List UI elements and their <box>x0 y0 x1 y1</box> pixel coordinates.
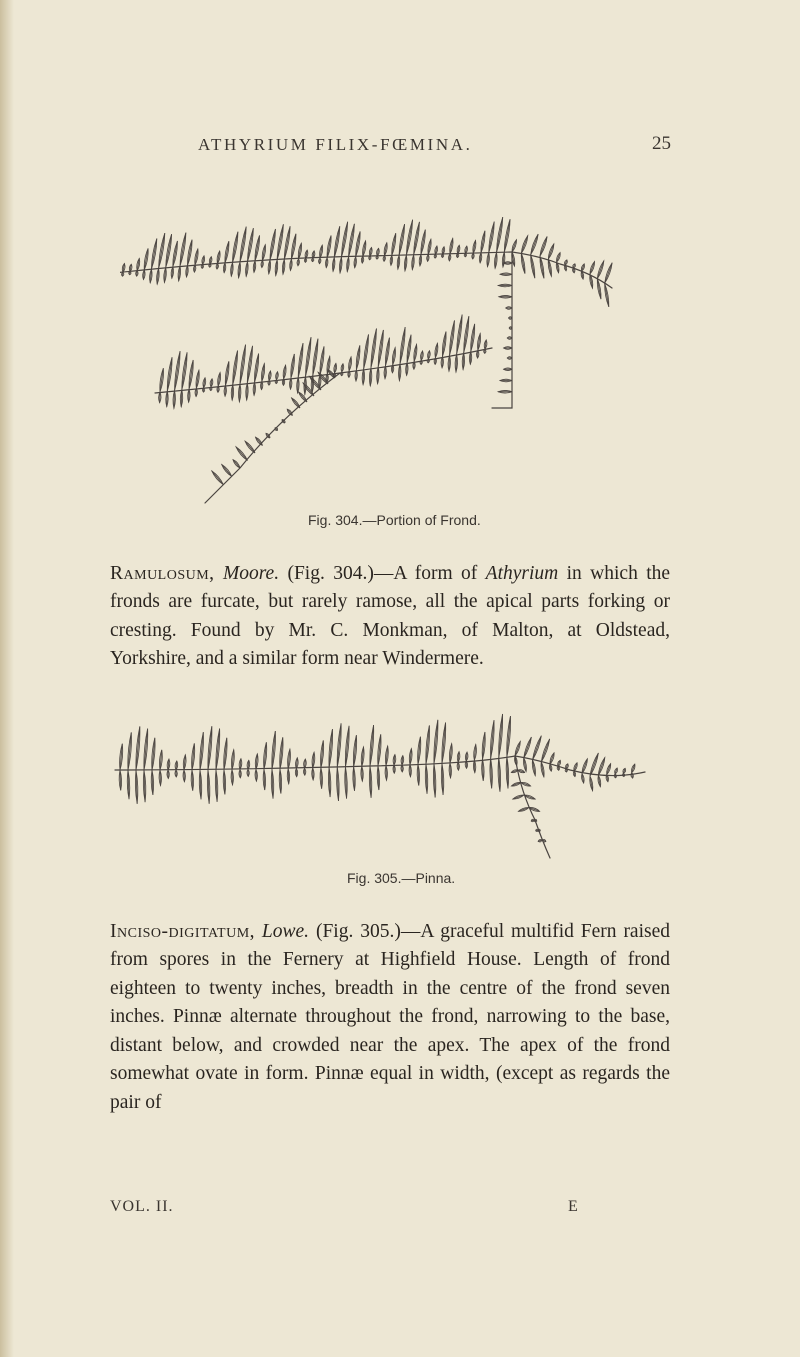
frond-pinnule-vein <box>449 355 450 371</box>
pinna-segment-vein <box>533 736 542 760</box>
variety-author: Lowe. <box>261 920 310 942</box>
variety-name: Inciso-digitatum, <box>110 920 256 942</box>
crest-pinnule-vein <box>605 263 612 284</box>
pinna-segment-vein <box>288 769 289 784</box>
frond-pinnule-vein <box>292 398 300 408</box>
paragraph-text: (Fig. 305.)—A graceful multifid Fern raised from spores in the Fernery at Highfield House. Length of frond eighteen to twenty inches, breadth in the centre of the frond seven inches. Pinnæ alternate throughout the frond, narrowing to the base, distant below, and crowded near the apex. The apex of the frond somewhat ovate in form. Pinnæ equal in width, (except as regards the pair of <box>110 920 670 1114</box>
frond-pinnule-vein <box>457 315 463 355</box>
frond-pinnule-vein <box>341 222 347 257</box>
figure-304-frond-engraving <box>120 168 620 508</box>
frond-pinnule-vein <box>406 220 412 255</box>
frond-pinnule-vein <box>473 253 474 259</box>
frond-pinnule-vein <box>284 226 290 259</box>
crest-pinnule-vein <box>540 236 547 256</box>
pinna-segment-vein <box>386 765 387 780</box>
running-head <box>0 135 800 159</box>
frond-pinnule-vein <box>236 447 248 461</box>
pinna-segment-vein <box>582 759 587 774</box>
crest-pinnule-vein <box>531 234 538 255</box>
frond-pinnule-vein <box>159 233 165 268</box>
frond-pinnule-vein <box>400 327 405 364</box>
frond-pinnule-vein <box>414 222 420 255</box>
frond-pinnule-vein <box>313 339 318 376</box>
frond-pinnule-vein <box>349 224 355 257</box>
frond-pinnule-vein <box>182 352 187 389</box>
frond-pinnule-vein <box>399 224 404 255</box>
frond-pinnule-vein <box>180 233 186 266</box>
frond-pinnule-vein <box>450 320 455 355</box>
frond-pinnule-vein <box>319 258 320 264</box>
frond-pinnule-vein <box>305 337 311 376</box>
frond-pinnule-vein <box>167 391 168 406</box>
frond-pinnule-vein <box>233 232 238 263</box>
frond-pinnule-vein <box>248 228 254 261</box>
crest-pinnule-vein <box>548 244 554 259</box>
genus-name: Athyrium <box>485 562 559 584</box>
frond-pinnule-vein <box>378 330 383 367</box>
frond-pinnule-vein <box>371 329 377 368</box>
frond-pinnule-vein <box>212 471 224 485</box>
frond-pinnule-vein <box>489 222 494 253</box>
paragraph-inciso-digitatum <box>110 918 670 1118</box>
frond-pinnule-vein <box>277 224 283 259</box>
frond-pinnule-vein <box>504 219 510 252</box>
crest-pinnule-vein <box>521 236 527 254</box>
pinna-segment-vein <box>362 766 363 781</box>
frond-pinnule-vein <box>298 377 299 393</box>
volume-mark: VOL. II. <box>110 1198 174 1215</box>
frond-pinnule-vein <box>255 437 262 445</box>
binding-shadow <box>0 0 14 1357</box>
figure-304-caption: Fig. 304.—Portion of Frond. <box>308 512 481 528</box>
frond-pinnule-vein <box>270 229 275 260</box>
frond-pinnule-vein <box>240 345 246 384</box>
pinna-segment-vein <box>590 753 598 776</box>
frond-pinnule-vein <box>334 226 339 257</box>
pinna-segment-vein <box>524 737 532 758</box>
frond-pinnule-vein <box>497 217 503 252</box>
frond-pinnule-vein <box>247 346 252 383</box>
pinna-segment-vein <box>598 758 604 776</box>
frond-pinnule-vein <box>384 256 385 262</box>
page-number: 25 <box>652 133 671 154</box>
pinna-segment-vein <box>515 741 520 756</box>
paragraph-text-rest: in which the fronds are furcate, but rarely ramose, all the apical parts forking or cresting. Found by Mr. C. Monkman, of Malton, at Oldstead, Yorkshire, and a similar form near Windermere. <box>110 562 671 670</box>
pinna-segment-vein <box>623 773 624 776</box>
frond-pinnule-vein <box>464 316 469 353</box>
paragraph-ramulosum <box>110 560 670 674</box>
frond-pinnule-vein <box>233 460 240 468</box>
frond-pinnule-vein <box>245 441 255 453</box>
frond-pinnule-vein <box>240 227 246 262</box>
page-footer <box>0 1198 800 1220</box>
frond-pinnule-vein <box>222 464 232 476</box>
pinna-segment-vein <box>160 770 161 786</box>
running-title: ATHYRIUM FILIX-FŒMINA. <box>198 135 473 154</box>
frond-pinnule-vein <box>232 385 233 401</box>
frond-pinnule-vein <box>175 351 181 390</box>
pinna-segment-vein <box>232 770 233 785</box>
signature-mark: E <box>568 1198 578 1215</box>
pinna-segment-vein <box>566 769 567 772</box>
figure-305-pinna-engraving <box>110 700 650 860</box>
frond-pinnule-vein <box>363 369 364 385</box>
figure-305-caption: Fig. 305.—Pinna. <box>347 870 456 886</box>
variety-author: Moore. <box>222 562 280 584</box>
pinna-segment-vein <box>450 763 451 778</box>
crest-pinnule-vein <box>597 261 603 279</box>
pinna-segment-vein <box>541 739 549 762</box>
variety-name: Ramulosum, <box>110 562 215 584</box>
frond-pinnule-vein <box>299 392 307 402</box>
paragraph-text: (Fig. 304.)—A form of <box>279 562 486 584</box>
frond-pinnule-vein <box>166 234 172 267</box>
frond-pinnule-vein <box>151 239 156 270</box>
